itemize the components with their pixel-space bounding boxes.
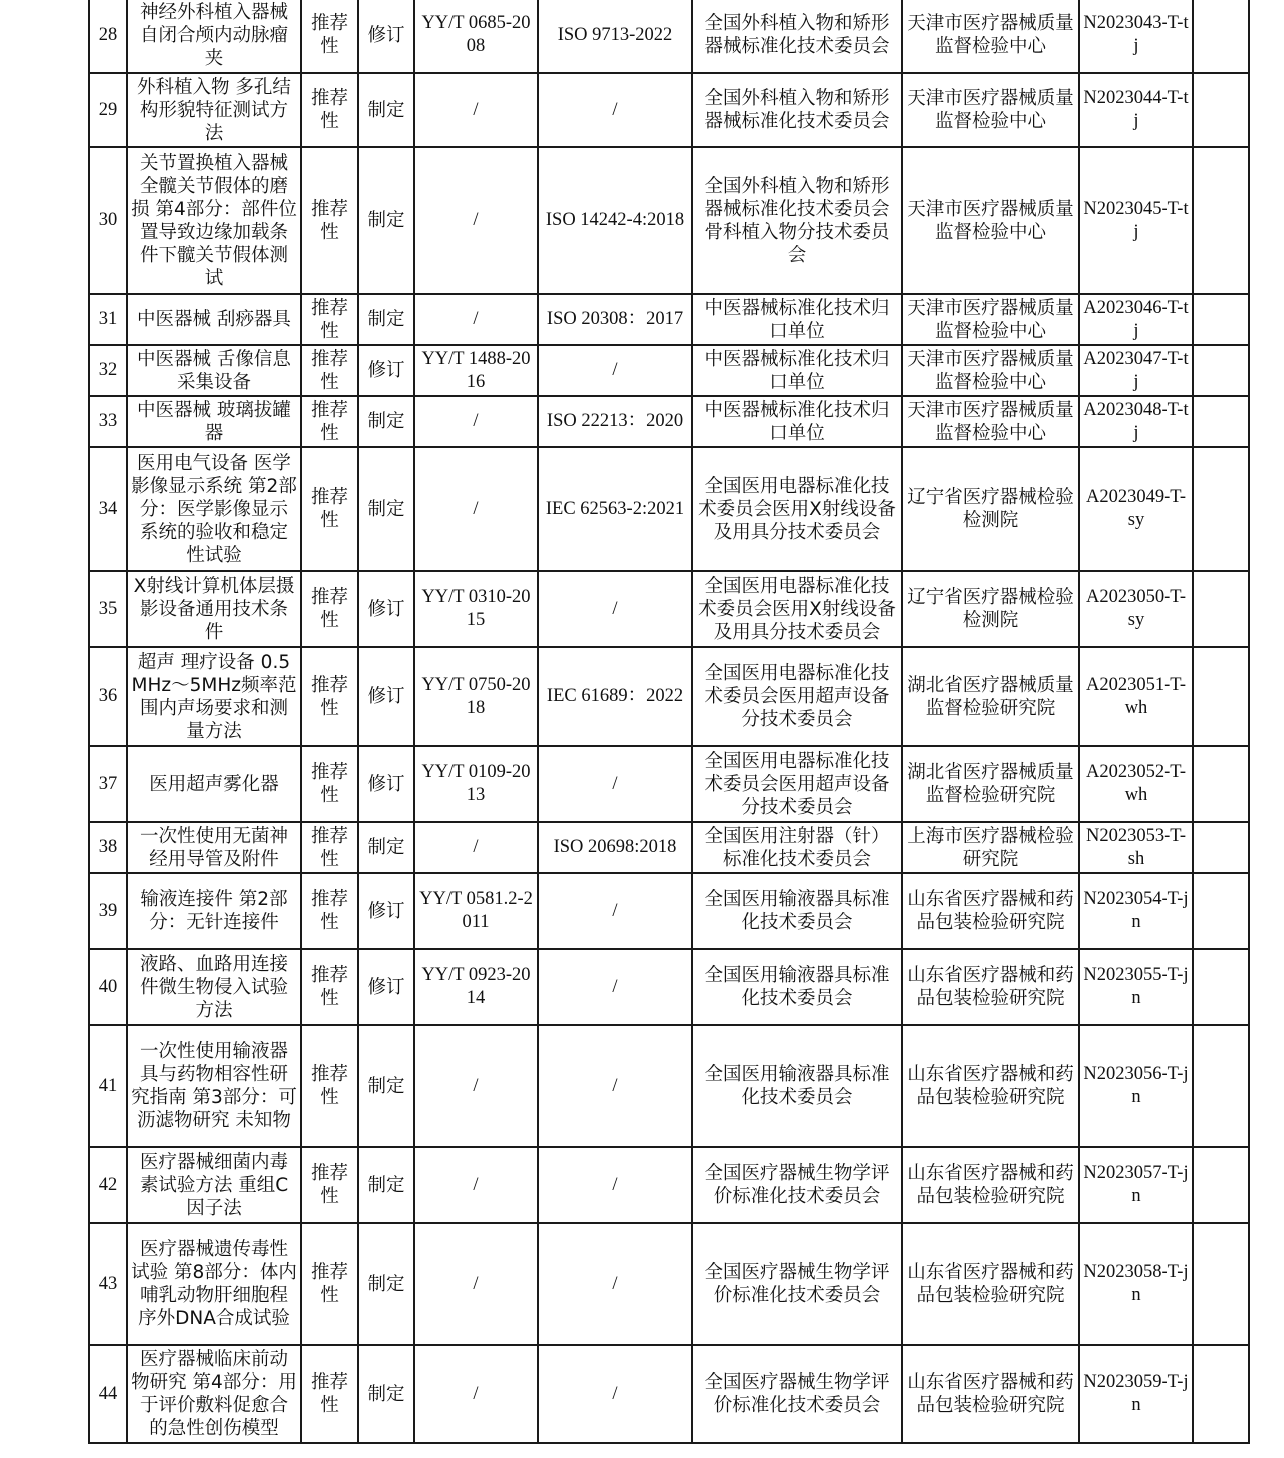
revision-type-cell: 制定: [358, 147, 414, 294]
drafting-unit-cell: 辽宁省医疗器械检验检测院: [902, 447, 1079, 571]
drafting-unit-cell: 山东省医疗器械和药品包装检验研究院: [902, 1147, 1079, 1223]
standard-nature-cell: 推荐性: [301, 73, 358, 147]
technical-committee-cell: 全国医疗器械生物学评价标准化技术委员会: [692, 1223, 902, 1345]
replaced-standard-cell: /: [414, 822, 538, 873]
standard-nature-cell: 推荐性: [301, 949, 358, 1025]
drafting-unit-cell: 山东省医疗器械和药品包装检验研究院: [902, 873, 1079, 949]
remarks-cell: [1193, 73, 1249, 147]
plan-code-cell: N2023059-T-jn: [1079, 1345, 1193, 1443]
standard-name-cell: 外科植入物 多孔结构形貌特征测试方法: [127, 73, 301, 147]
plan-code-cell: N2023057-T-jn: [1079, 1147, 1193, 1223]
international-standard-cell: /: [538, 873, 692, 949]
technical-committee-cell: 全国医疗器械生物学评价标准化技术委员会: [692, 1345, 902, 1443]
remarks-cell: [1193, 294, 1249, 345]
drafting-unit-cell: 湖北省医疗器械质量监督检验研究院: [902, 746, 1079, 822]
replaced-standard-cell: YY/T 0581.2-2011: [414, 873, 538, 949]
technical-committee-cell: 中医器械标准化技术归口单位: [692, 294, 902, 345]
table-row: [89, 294, 1249, 345]
row-number-cell: 44: [89, 1345, 127, 1443]
international-standard-cell: IEC 61689：2022: [538, 647, 692, 746]
international-standard-cell: /: [538, 571, 692, 647]
replaced-standard-cell: YY/T 0750-2018: [414, 647, 538, 746]
table-row: [89, 147, 1249, 294]
plan-code-cell: A2023049-T-sy: [1079, 447, 1193, 571]
standard-name-cell: 医疗器械临床前动物研究 第4部分：用于评价敷料促愈合的急性创伤模型: [127, 1345, 301, 1443]
replaced-standard-cell: YY/T 0310-2015: [414, 571, 538, 647]
standard-name-cell: 输液连接件 第2部分：无针连接件: [127, 873, 301, 949]
row-number-cell: 38: [89, 822, 127, 873]
revision-type-cell: 修订: [358, 873, 414, 949]
row-number-cell: 30: [89, 147, 127, 294]
international-standard-cell: /: [538, 1345, 692, 1443]
standard-nature-cell: 推荐性: [301, 1345, 358, 1443]
remarks-cell: [1193, 345, 1249, 396]
table-row: [89, 949, 1249, 1025]
standard-name-cell: 医疗器械遗传毒性试验 第8部分：体内哺乳动物肝细胞程序外DNA合成试验: [127, 1223, 301, 1345]
standard-name-cell: 中医器械 玻璃拔罐器: [127, 396, 301, 447]
remarks-cell: [1193, 822, 1249, 873]
row-number-cell: 40: [89, 949, 127, 1025]
table-row: [89, 1345, 1249, 1443]
table-row: [89, 1025, 1249, 1147]
remarks-cell: [1193, 1025, 1249, 1147]
replaced-standard-cell: YY/T 0685-2008: [414, 0, 538, 73]
technical-committee-cell: 全国外科植入物和矫形器械标准化技术委员会: [692, 73, 902, 147]
replaced-standard-cell: /: [414, 73, 538, 147]
table-row: [89, 1223, 1249, 1345]
revision-type-cell: 修订: [358, 746, 414, 822]
standard-name-cell: 液路、血路用连接件微生物侵入试验方法: [127, 949, 301, 1025]
standard-nature-cell: 推荐性: [301, 647, 358, 746]
technical-committee-cell: 全国医用电器标准化技术委员会医用X射线设备及用具分技术委员会: [692, 447, 902, 571]
table-row: [89, 73, 1249, 147]
remarks-cell: [1193, 0, 1249, 73]
plan-code-cell: N2023044-T-tj: [1079, 73, 1193, 147]
revision-type-cell: 修订: [358, 949, 414, 1025]
standard-name-cell: 一次性使用无菌神经用导管及附件: [127, 822, 301, 873]
plan-code-cell: A2023052-T-wh: [1079, 746, 1193, 822]
plan-code-cell: N2023058-T-jn: [1079, 1223, 1193, 1345]
international-standard-cell: ISO 22213：2020: [538, 396, 692, 447]
standard-name-cell: 中医器械 刮痧器具: [127, 294, 301, 345]
drafting-unit-cell: 湖北省医疗器械质量监督检验研究院: [902, 647, 1079, 746]
technical-committee-cell: 中医器械标准化技术归口单位: [692, 396, 902, 447]
row-number-cell: 28: [89, 0, 127, 73]
standard-nature-cell: 推荐性: [301, 447, 358, 571]
revision-type-cell: 修订: [358, 0, 414, 73]
replaced-standard-cell: /: [414, 147, 538, 294]
standard-name-cell: 神经外科植入器械 自闭合颅内动脉瘤夹: [127, 0, 301, 73]
replaced-standard-cell: /: [414, 447, 538, 571]
drafting-unit-cell: 山东省医疗器械和药品包装检验研究院: [902, 949, 1079, 1025]
standard-nature-cell: 推荐性: [301, 873, 358, 949]
international-standard-cell: ISO 14242-4:2018: [538, 147, 692, 294]
drafting-unit-cell: 天津市医疗器械质量监督检验中心: [902, 73, 1079, 147]
row-number-cell: 35: [89, 571, 127, 647]
technical-committee-cell: 全国医用输液器具标准化技术委员会: [692, 873, 902, 949]
revision-type-cell: 制定: [358, 396, 414, 447]
international-standard-cell: /: [538, 73, 692, 147]
replaced-standard-cell: YY/T 1488-2016: [414, 345, 538, 396]
technical-committee-cell: 全国医用电器标准化技术委员会医用超声设备分技术委员会: [692, 746, 902, 822]
table-row: [89, 0, 1249, 73]
replaced-standard-cell: /: [414, 1147, 538, 1223]
table-row: [89, 447, 1249, 571]
standard-name-cell: 超声 理疗设备 0.5MHz～5MHz频率范围内声场要求和测量方法: [127, 647, 301, 746]
plan-code-cell: A2023046-T-tj: [1079, 294, 1193, 345]
remarks-cell: [1193, 1147, 1249, 1223]
revision-type-cell: 制定: [358, 822, 414, 873]
table-row: [89, 345, 1249, 396]
table-row: [89, 396, 1249, 447]
revision-type-cell: 制定: [358, 294, 414, 345]
standard-nature-cell: 推荐性: [301, 1025, 358, 1147]
table-row: [89, 873, 1249, 949]
remarks-cell: [1193, 1345, 1249, 1443]
drafting-unit-cell: 上海市医疗器械检验研究院: [902, 822, 1079, 873]
standard-name-cell: 医疗器械细菌内毒素试验方法 重组C因子法: [127, 1147, 301, 1223]
standard-nature-cell: 推荐性: [301, 0, 358, 73]
replaced-standard-cell: /: [414, 396, 538, 447]
remarks-cell: [1193, 949, 1249, 1025]
plan-code-cell: N2023055-T-jn: [1079, 949, 1193, 1025]
remarks-cell: [1193, 1223, 1249, 1345]
table-row: [89, 822, 1249, 873]
drafting-unit-cell: 天津市医疗器械质量监督检验中心: [902, 147, 1079, 294]
technical-committee-cell: 全国医用输液器具标准化技术委员会: [692, 1025, 902, 1147]
row-number-cell: 41: [89, 1025, 127, 1147]
technical-committee-cell: 全国外科植入物和矫形器械标准化技术委员会: [692, 0, 902, 73]
table-row: [89, 1147, 1249, 1223]
drafting-unit-cell: 山东省医疗器械和药品包装检验研究院: [902, 1025, 1079, 1147]
table-body: [89, 0, 1249, 1443]
standard-nature-cell: 推荐性: [301, 345, 358, 396]
plan-code-cell: N2023043-T-tj: [1079, 0, 1193, 73]
standard-nature-cell: 推荐性: [301, 1223, 358, 1345]
drafting-unit-cell: 山东省医疗器械和药品包装检验研究院: [902, 1345, 1079, 1443]
technical-committee-cell: 全国外科植入物和矫形器械标准化技术委员会骨科植入物分技术委员会: [692, 147, 902, 294]
international-standard-cell: ISO 9713-2022: [538, 0, 692, 73]
plan-code-cell: N2023054-T-jn: [1079, 873, 1193, 949]
replaced-standard-cell: /: [414, 1345, 538, 1443]
technical-committee-cell: 中医器械标准化技术归口单位: [692, 345, 902, 396]
revision-type-cell: 修订: [358, 647, 414, 746]
drafting-unit-cell: 山东省医疗器械和药品包装检验研究院: [902, 1223, 1079, 1345]
remarks-cell: [1193, 571, 1249, 647]
plan-code-cell: N2023053-T-sh: [1079, 822, 1193, 873]
technical-committee-cell: 全国医用电器标准化技术委员会医用超声设备分技术委员会: [692, 647, 902, 746]
standard-nature-cell: 推荐性: [301, 746, 358, 822]
table-row: [89, 746, 1249, 822]
remarks-cell: [1193, 746, 1249, 822]
table-row: [89, 571, 1249, 647]
standard-name-cell: 医用超声雾化器: [127, 746, 301, 822]
revision-type-cell: 修订: [358, 345, 414, 396]
revision-type-cell: 制定: [358, 1345, 414, 1443]
drafting-unit-cell: 天津市医疗器械质量监督检验中心: [902, 294, 1079, 345]
international-standard-cell: /: [538, 746, 692, 822]
standard-nature-cell: 推荐性: [301, 147, 358, 294]
remarks-cell: [1193, 647, 1249, 746]
plan-code-cell: N2023045-T-tj: [1079, 147, 1193, 294]
row-number-cell: 33: [89, 396, 127, 447]
table-row: [89, 647, 1249, 746]
international-standard-cell: /: [538, 1147, 692, 1223]
row-number-cell: 36: [89, 647, 127, 746]
plan-code-cell: N2023056-T-jn: [1079, 1025, 1193, 1147]
row-number-cell: 29: [89, 73, 127, 147]
drafting-unit-cell: 天津市医疗器械质量监督检验中心: [902, 0, 1079, 73]
row-number-cell: 34: [89, 447, 127, 571]
plan-code-cell: A2023048-T-tj: [1079, 396, 1193, 447]
standard-name-cell: 医用电气设备 医学影像显示系统 第2部分：医学影像显示系统的验收和稳定性试验: [127, 447, 301, 571]
standard-name-cell: X射线计算机体层摄影设备通用技术条件: [127, 571, 301, 647]
standard-nature-cell: 推荐性: [301, 294, 358, 345]
replaced-standard-cell: YY/T 0109-2013: [414, 746, 538, 822]
revision-type-cell: 制定: [358, 1223, 414, 1345]
revision-type-cell: 制定: [358, 1025, 414, 1147]
row-number-cell: 39: [89, 873, 127, 949]
international-standard-cell: /: [538, 1025, 692, 1147]
revision-type-cell: 制定: [358, 447, 414, 571]
remarks-cell: [1193, 147, 1249, 294]
international-standard-cell: ISO 20698:2018: [538, 822, 692, 873]
standard-name-cell: 一次性使用输液器具与药物相容性研究指南 第3部分：可沥滤物研究 未知物: [127, 1025, 301, 1147]
revision-type-cell: 修订: [358, 571, 414, 647]
international-standard-cell: IEC 62563-2:2021: [538, 447, 692, 571]
plan-code-cell: A2023047-T-tj: [1079, 345, 1193, 396]
row-number-cell: 32: [89, 345, 127, 396]
standard-name-cell: 关节置换植入器械 全髋关节假体的磨损 第4部分：部件位置导致边缘加载条件下髋关节假体测试: [127, 147, 301, 294]
technical-committee-cell: 全国医疗器械生物学评价标准化技术委员会: [692, 1147, 902, 1223]
row-number-cell: 42: [89, 1147, 127, 1223]
remarks-cell: [1193, 447, 1249, 571]
remarks-cell: [1193, 873, 1249, 949]
plan-code-cell: A2023051-T-wh: [1079, 647, 1193, 746]
row-number-cell: 43: [89, 1223, 127, 1345]
technical-committee-cell: 全国医用电器标准化技术委员会医用X射线设备及用具分技术委员会: [692, 571, 902, 647]
standard-nature-cell: 推荐性: [301, 822, 358, 873]
plan-code-cell: A2023050-T-sy: [1079, 571, 1193, 647]
technical-committee-cell: 全国医用注射器（针）标准化技术委员会: [692, 822, 902, 873]
international-standard-cell: /: [538, 949, 692, 1025]
drafting-unit-cell: 天津市医疗器械质量监督检验中心: [902, 396, 1079, 447]
international-standard-cell: ISO 20308：2017: [538, 294, 692, 345]
replaced-standard-cell: /: [414, 1223, 538, 1345]
drafting-unit-cell: 天津市医疗器械质量监督检验中心: [902, 345, 1079, 396]
technical-committee-cell: 全国医用输液器具标准化技术委员会: [692, 949, 902, 1025]
international-standard-cell: /: [538, 1223, 692, 1345]
standard-nature-cell: 推荐性: [301, 1147, 358, 1223]
revision-type-cell: 制定: [358, 1147, 414, 1223]
row-number-cell: 37: [89, 746, 127, 822]
replaced-standard-cell: /: [414, 1025, 538, 1147]
standard-nature-cell: 推荐性: [301, 571, 358, 647]
remarks-cell: [1193, 396, 1249, 447]
standards-plan-table: [88, 0, 1250, 1444]
replaced-standard-cell: YY/T 0923-2014: [414, 949, 538, 1025]
international-standard-cell: /: [538, 345, 692, 396]
replaced-standard-cell: /: [414, 294, 538, 345]
standard-name-cell: 中医器械 舌像信息采集设备: [127, 345, 301, 396]
row-number-cell: 31: [89, 294, 127, 345]
standard-nature-cell: 推荐性: [301, 396, 358, 447]
revision-type-cell: 制定: [358, 73, 414, 147]
drafting-unit-cell: 辽宁省医疗器械检验检测院: [902, 571, 1079, 647]
